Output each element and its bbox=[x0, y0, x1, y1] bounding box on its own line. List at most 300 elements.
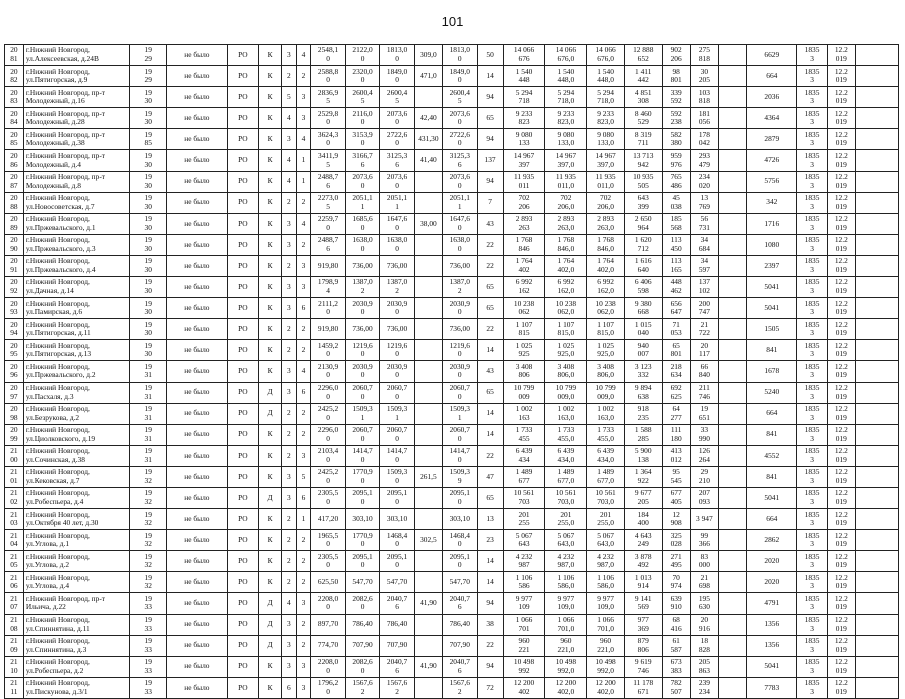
cell-line: 019 bbox=[835, 264, 847, 274]
cell-line: 0 bbox=[395, 54, 399, 64]
cell-line: 10 561 bbox=[595, 488, 616, 498]
table-row bbox=[5, 382, 899, 403]
cell-year bbox=[130, 614, 167, 635]
cell-area-residential bbox=[380, 466, 415, 487]
cell-region-code: РО bbox=[227, 277, 258, 298]
cell-line: 879 bbox=[637, 636, 649, 646]
cell-region-code: РО bbox=[227, 424, 258, 445]
cell-line: 185 bbox=[670, 214, 682, 224]
cell-area-residential bbox=[380, 192, 415, 213]
cell-line: 0 bbox=[360, 433, 365, 443]
cell-area-residential bbox=[380, 171, 415, 192]
cell-material: К bbox=[259, 277, 282, 298]
cell-line: 902 bbox=[670, 45, 682, 55]
cell-cost-total bbox=[503, 530, 545, 551]
cell-cost-c bbox=[624, 572, 662, 593]
cell-line: 10 935 bbox=[633, 172, 654, 182]
cell-cost-c bbox=[624, 66, 662, 87]
cell-region-code: РО bbox=[227, 87, 258, 108]
cell-line: 0 bbox=[395, 75, 399, 85]
cell-line: 3 bbox=[810, 201, 814, 211]
cell-empty bbox=[718, 593, 746, 614]
cell-year bbox=[130, 445, 167, 466]
cell-line: 21 bbox=[10, 467, 18, 477]
cell-row-number bbox=[5, 509, 24, 530]
cell-material: Д bbox=[259, 614, 282, 635]
cell-area-nonres: 41,40 bbox=[414, 150, 442, 171]
cell-line: 21 bbox=[10, 593, 18, 603]
cell-area-residential bbox=[380, 445, 415, 466]
cell-line: 701,0 bbox=[557, 623, 575, 633]
cell-row-number bbox=[5, 298, 24, 319]
cell-line: 818 bbox=[698, 54, 710, 64]
cell-line: 1 107 bbox=[597, 319, 614, 329]
cell-line: 977 bbox=[637, 614, 649, 624]
cell-line: ул.Алексеевская, д.24В bbox=[25, 54, 99, 64]
cell-line: 397,0 bbox=[597, 159, 614, 169]
cell-cost-d bbox=[662, 677, 690, 698]
cell-address bbox=[23, 466, 130, 487]
cell-rate: 664 bbox=[747, 509, 797, 530]
cell-line: 712 bbox=[637, 243, 649, 253]
cell-cost-e bbox=[690, 635, 718, 656]
cell-line: 14 066 bbox=[595, 45, 616, 55]
cell-floors: 3 bbox=[282, 213, 297, 234]
cell-line: 5 bbox=[326, 159, 330, 169]
cell-row-number bbox=[5, 656, 24, 677]
cell-line: г.Нижний Новгород, bbox=[25, 509, 90, 519]
cell-region-code: РО bbox=[227, 319, 258, 340]
cell-line: 1 620 bbox=[634, 235, 652, 245]
cell-line: 32 bbox=[144, 518, 152, 528]
cell-line: 33 bbox=[144, 665, 152, 675]
cell-line: 2600,4 bbox=[386, 87, 408, 97]
cell-material: К bbox=[259, 509, 282, 530]
cell-line: 399 bbox=[637, 201, 649, 211]
cell-area-living bbox=[345, 361, 380, 382]
cell-cost-d bbox=[662, 150, 690, 171]
cell-area-nonres bbox=[414, 403, 442, 424]
cell-entrances: 3 bbox=[296, 677, 311, 698]
cell-line: 1 540 bbox=[515, 66, 533, 76]
cell-area-living bbox=[345, 677, 380, 698]
cell-code-b bbox=[827, 192, 855, 213]
cell-line: 801 bbox=[670, 349, 682, 359]
cell-line: 1813,0 bbox=[386, 45, 408, 55]
cell-line: 277 bbox=[670, 412, 682, 422]
cell-line: 2030,9 bbox=[352, 298, 373, 308]
cell-area-common bbox=[443, 593, 478, 614]
cell-line: 0 bbox=[326, 602, 330, 612]
cell-empty bbox=[718, 319, 746, 340]
cell-cost-b bbox=[587, 424, 625, 445]
cell-line: 0 bbox=[457, 138, 462, 148]
cell-line: 019 bbox=[835, 117, 847, 127]
cell-line: 2060,7 bbox=[386, 382, 408, 392]
cell-line: ул.Сочинская, д.38 bbox=[25, 454, 85, 464]
cell-rate: 2879 bbox=[747, 129, 797, 150]
cell-address bbox=[23, 530, 130, 551]
cell-line: 1 764 bbox=[515, 256, 533, 266]
cell-line: 0 bbox=[360, 117, 365, 127]
cell-line: 1835 bbox=[804, 319, 820, 329]
cell-line: 040 bbox=[637, 328, 649, 338]
cell-line: 402 bbox=[518, 264, 530, 274]
cell-rate: 5041 bbox=[747, 487, 797, 508]
cell-line: 448,0 bbox=[597, 75, 614, 85]
cell-material: К bbox=[259, 255, 282, 276]
cell-line: 586,0 bbox=[597, 581, 614, 591]
cell-area-total bbox=[311, 234, 346, 255]
table-row bbox=[5, 635, 899, 656]
cell-line: 2060,7 bbox=[449, 425, 470, 435]
cell-line: 1796,2 bbox=[317, 678, 339, 688]
cell-line: 3166,7 bbox=[352, 150, 373, 160]
cell-line: 0 bbox=[360, 243, 365, 253]
cell-line: 1414,7 bbox=[352, 446, 373, 456]
cell-line: 89 bbox=[10, 222, 18, 232]
cell-line: 677,0 bbox=[557, 475, 575, 485]
cell-line: 1 025 bbox=[597, 340, 614, 350]
cell-line: 964 bbox=[637, 222, 649, 232]
cell-rate: 5240 bbox=[747, 382, 797, 403]
cell-status: не было bbox=[167, 551, 228, 572]
cell-line: 21 bbox=[10, 657, 18, 667]
cell-year bbox=[130, 150, 167, 171]
cell-line: 9 977 bbox=[557, 593, 575, 603]
cell-line: 019 bbox=[835, 54, 847, 64]
cell-cost-a bbox=[545, 656, 587, 677]
cell-line: 863 bbox=[698, 665, 710, 675]
cell-line: 0 bbox=[395, 454, 399, 464]
cell-cost-total bbox=[503, 213, 545, 234]
cell-line: 1 489 bbox=[557, 467, 575, 477]
cell-status: не было bbox=[167, 192, 228, 213]
cell-line: г.Нижний Новгород, пр-т bbox=[25, 172, 106, 182]
cell-line: 990 bbox=[698, 433, 710, 443]
cell-line: 3 bbox=[810, 433, 814, 443]
cell-line: 255,0 bbox=[597, 518, 614, 528]
cell-line: 19 bbox=[144, 404, 152, 414]
cell-area-common bbox=[443, 466, 478, 487]
cell-code-a bbox=[797, 45, 827, 66]
cell-line: 434,0 bbox=[597, 454, 614, 464]
cell-material: К bbox=[259, 319, 282, 340]
cell-line: 1638,0 bbox=[386, 235, 408, 245]
cell-line: 0 bbox=[326, 391, 330, 401]
cell-line: 402,0 bbox=[557, 686, 575, 696]
cell-material: К bbox=[259, 656, 282, 677]
cell-line: 569 bbox=[637, 602, 649, 612]
cell-line: 19 bbox=[144, 298, 152, 308]
cell-area-living bbox=[345, 635, 380, 656]
cell-address bbox=[23, 234, 130, 255]
cell-line: 992,0 bbox=[557, 665, 575, 675]
cell-line: 492 bbox=[637, 560, 649, 570]
cell-year bbox=[130, 487, 167, 508]
cell-address bbox=[23, 424, 130, 445]
table-row bbox=[5, 150, 899, 171]
cell-status: не было bbox=[167, 424, 228, 445]
cell-entrances: 3 bbox=[296, 87, 311, 108]
cell-status: не было bbox=[167, 466, 228, 487]
cell-cost-d bbox=[662, 129, 690, 150]
cell-line: 10 bbox=[10, 665, 18, 675]
cell-line: 019 bbox=[835, 159, 847, 169]
cell-entrances: 2 bbox=[296, 66, 311, 87]
cell-cost-c bbox=[624, 593, 662, 614]
cell-line: 009 bbox=[518, 391, 530, 401]
cell-year bbox=[130, 171, 167, 192]
cell-region-code: РО bbox=[227, 656, 258, 677]
cell-line: 505 bbox=[637, 180, 649, 190]
cell-address bbox=[23, 87, 130, 108]
table-row bbox=[5, 466, 899, 487]
cell-area-residential bbox=[380, 635, 415, 656]
cell-line: 162,0 bbox=[597, 286, 614, 296]
cell-rate: 2020 bbox=[747, 551, 797, 572]
cell-line: 448,0 bbox=[557, 75, 575, 85]
cell-line: 1 bbox=[360, 201, 365, 211]
cell-cost-c bbox=[624, 192, 662, 213]
cell-rate: 841 bbox=[747, 340, 797, 361]
cell-line: 07 bbox=[10, 602, 18, 612]
cell-year bbox=[130, 509, 167, 530]
cell-region-code: РО bbox=[227, 298, 258, 319]
cell-cost-e bbox=[690, 192, 718, 213]
cell-rate: 4726 bbox=[747, 150, 797, 171]
cell-cost-total bbox=[503, 656, 545, 677]
cell-year bbox=[130, 66, 167, 87]
cell-code-a bbox=[797, 234, 827, 255]
cell-code-a bbox=[797, 171, 827, 192]
cell-area-residential bbox=[380, 530, 415, 551]
cell-line: 20 bbox=[10, 361, 18, 371]
cell-line: 30 bbox=[144, 180, 152, 190]
cell-material: Д bbox=[259, 593, 282, 614]
cell-area-residential bbox=[380, 551, 415, 572]
cell-cost-e bbox=[690, 530, 718, 551]
cell-line: 12.2 bbox=[834, 214, 848, 224]
cell-residents: 65 bbox=[477, 277, 503, 298]
cell-line: 1 bbox=[395, 412, 399, 422]
cell-area-common bbox=[443, 614, 478, 635]
cell-line: 1835 bbox=[804, 129, 820, 139]
cell-blank-last bbox=[855, 445, 898, 466]
cell-floors: 6 bbox=[282, 677, 297, 698]
cell-address bbox=[23, 150, 130, 171]
cell-rate: 4791 bbox=[747, 593, 797, 614]
cell-line: 0 bbox=[326, 433, 330, 443]
cell-rate: 841 bbox=[747, 424, 797, 445]
cell-line: 019 bbox=[835, 96, 847, 106]
cell-cost-total bbox=[503, 593, 545, 614]
cell-floors: 2 bbox=[282, 530, 297, 551]
cell-code-a bbox=[797, 487, 827, 508]
cell-line: 020 bbox=[698, 180, 710, 190]
cell-code-b bbox=[827, 340, 855, 361]
cell-area-common bbox=[443, 361, 478, 382]
cell-region-code: РО bbox=[227, 509, 258, 530]
cell-cost-b bbox=[587, 572, 625, 593]
cell-area-common bbox=[443, 129, 478, 150]
cell-line: 462 bbox=[670, 286, 682, 296]
cell-cost-a bbox=[545, 213, 587, 234]
cell-line: 00 bbox=[10, 454, 18, 464]
cell-empty bbox=[718, 382, 746, 403]
cell-area-total bbox=[311, 530, 346, 551]
cell-status: не было bbox=[167, 361, 228, 382]
cell-cost-total bbox=[503, 87, 545, 108]
cell-blank-last bbox=[855, 424, 898, 445]
cell-area-nonres: 309,0 bbox=[414, 45, 442, 66]
cell-area-nonres bbox=[414, 424, 442, 445]
cell-line: 736,00 bbox=[386, 323, 408, 333]
cell-line: 20 bbox=[10, 45, 18, 55]
cell-region-code: РО bbox=[227, 530, 258, 551]
cell-address bbox=[23, 255, 130, 276]
cell-row-number bbox=[5, 551, 24, 572]
cell-line: Молодежный, д.4 bbox=[25, 159, 81, 169]
cell-row-number bbox=[5, 255, 24, 276]
cell-line: 2 650 bbox=[634, 214, 652, 224]
cell-address bbox=[23, 403, 130, 424]
cell-line: 0 bbox=[457, 307, 462, 317]
cell-cost-c bbox=[624, 108, 662, 129]
cell-line: 922 bbox=[637, 475, 649, 485]
cell-year bbox=[130, 87, 167, 108]
cell-residents: 23 bbox=[477, 530, 503, 551]
cell-cost-d bbox=[662, 487, 690, 508]
cell-line: 12.2 bbox=[834, 66, 848, 76]
cell-cost-a bbox=[545, 277, 587, 298]
cell-line: 205 bbox=[698, 657, 710, 667]
cell-line: 918 bbox=[637, 404, 649, 414]
cell-cost-e bbox=[690, 298, 718, 319]
cell-cost-a bbox=[545, 530, 587, 551]
cell-cost-d bbox=[662, 108, 690, 129]
cell-region-code: РО bbox=[227, 614, 258, 635]
cell-area-nonres bbox=[414, 192, 442, 213]
cell-line: г.Нижний Новгород, bbox=[25, 467, 90, 477]
cell-line: 910 bbox=[670, 602, 682, 612]
cell-line: 011 bbox=[518, 180, 530, 190]
cell-line: 019 bbox=[835, 560, 847, 570]
cell-line: 914 bbox=[637, 581, 649, 591]
cell-line: 0 bbox=[360, 454, 365, 464]
cell-line: 692 bbox=[670, 382, 682, 392]
cell-line: 2073,6 bbox=[352, 172, 373, 182]
cell-line: 30 bbox=[144, 117, 152, 127]
cell-cost-total bbox=[503, 403, 545, 424]
cell-line: 0 bbox=[360, 54, 365, 64]
cell-code-b bbox=[827, 298, 855, 319]
cell-line: 3 bbox=[810, 665, 814, 675]
cell-residents: 94 bbox=[477, 87, 503, 108]
cell-line: 0 bbox=[326, 412, 330, 422]
cell-line: 9 bbox=[457, 475, 462, 485]
cell-cost-a bbox=[545, 255, 587, 276]
cell-residents: 137 bbox=[477, 150, 503, 171]
cell-line: 416 bbox=[670, 623, 682, 633]
cell-line: 20 bbox=[10, 108, 18, 118]
cell-rate: 5756 bbox=[747, 171, 797, 192]
cell-line: 1 764 bbox=[557, 256, 575, 266]
cell-line: 383 bbox=[670, 665, 682, 675]
cell-cost-e bbox=[690, 403, 718, 424]
cell-blank-last bbox=[855, 403, 898, 424]
cell-status: не было bbox=[167, 656, 228, 677]
cell-line: 19 bbox=[144, 87, 152, 97]
cell-status: не было bbox=[167, 572, 228, 593]
cell-code-a bbox=[797, 340, 827, 361]
cell-line: 2488,7 bbox=[317, 172, 339, 182]
cell-material: К bbox=[259, 66, 282, 87]
cell-line: 20 bbox=[10, 319, 18, 329]
cell-line: 95 bbox=[672, 467, 680, 477]
cell-line: 1835 bbox=[804, 467, 820, 477]
cell-line: 98 bbox=[672, 66, 680, 76]
cell-line: 133,0 bbox=[557, 138, 575, 148]
cell-blank-last bbox=[855, 340, 898, 361]
cell-line: 3 bbox=[810, 159, 814, 169]
cell-line: 5 294 bbox=[557, 87, 575, 97]
cell-cost-total bbox=[503, 509, 545, 530]
cell-line: 10 238 bbox=[595, 298, 616, 308]
cell-floors: 2 bbox=[282, 445, 297, 466]
cell-line: 12.2 bbox=[834, 509, 848, 519]
cell-area-total bbox=[311, 551, 346, 572]
cell-entrances: 4 bbox=[296, 213, 311, 234]
cell-line: 34 bbox=[700, 235, 709, 245]
cell-line: 2600,4 bbox=[352, 87, 373, 97]
cell-line: 1835 bbox=[804, 340, 820, 350]
cell-line: 597 bbox=[698, 264, 710, 274]
cell-cost-e bbox=[690, 382, 718, 403]
cell-line: 200 bbox=[698, 298, 710, 308]
cell-line: 45 bbox=[672, 193, 680, 203]
cell-empty bbox=[718, 340, 746, 361]
cell-line: 1 733 bbox=[557, 425, 575, 435]
cell-line: 30 bbox=[700, 66, 709, 76]
cell-line: 218 bbox=[670, 361, 682, 371]
cell-blank-last bbox=[855, 150, 898, 171]
cell-line: 31 bbox=[144, 412, 152, 422]
cell-floors: 3 bbox=[282, 234, 297, 255]
cell-line: 12.2 bbox=[834, 593, 848, 603]
cell-line: 9 677 bbox=[634, 488, 652, 498]
cell-line: 402,0 bbox=[597, 264, 614, 274]
cell-address bbox=[23, 340, 130, 361]
cell-line: 638 bbox=[637, 391, 649, 401]
cell-line: 1414,7 bbox=[386, 446, 408, 456]
cell-area-residential bbox=[380, 277, 415, 298]
cell-residents: 65 bbox=[477, 382, 503, 403]
cell-line: 703,0 bbox=[557, 497, 575, 507]
cell-line: 19 bbox=[144, 614, 152, 624]
cell-floors: 2 bbox=[282, 572, 297, 593]
cell-address bbox=[23, 171, 130, 192]
cell-line: 30 bbox=[144, 222, 152, 232]
cell-row-number bbox=[5, 361, 24, 382]
cell-line: 21 bbox=[10, 530, 18, 540]
cell-line: 6 992 bbox=[557, 277, 575, 287]
cell-line: 0 bbox=[360, 138, 365, 148]
cell-line: 08 bbox=[10, 623, 18, 633]
cell-area-residential bbox=[380, 150, 415, 171]
cell-line: 1965,5 bbox=[317, 530, 339, 540]
cell-line: 1835 bbox=[804, 150, 820, 160]
